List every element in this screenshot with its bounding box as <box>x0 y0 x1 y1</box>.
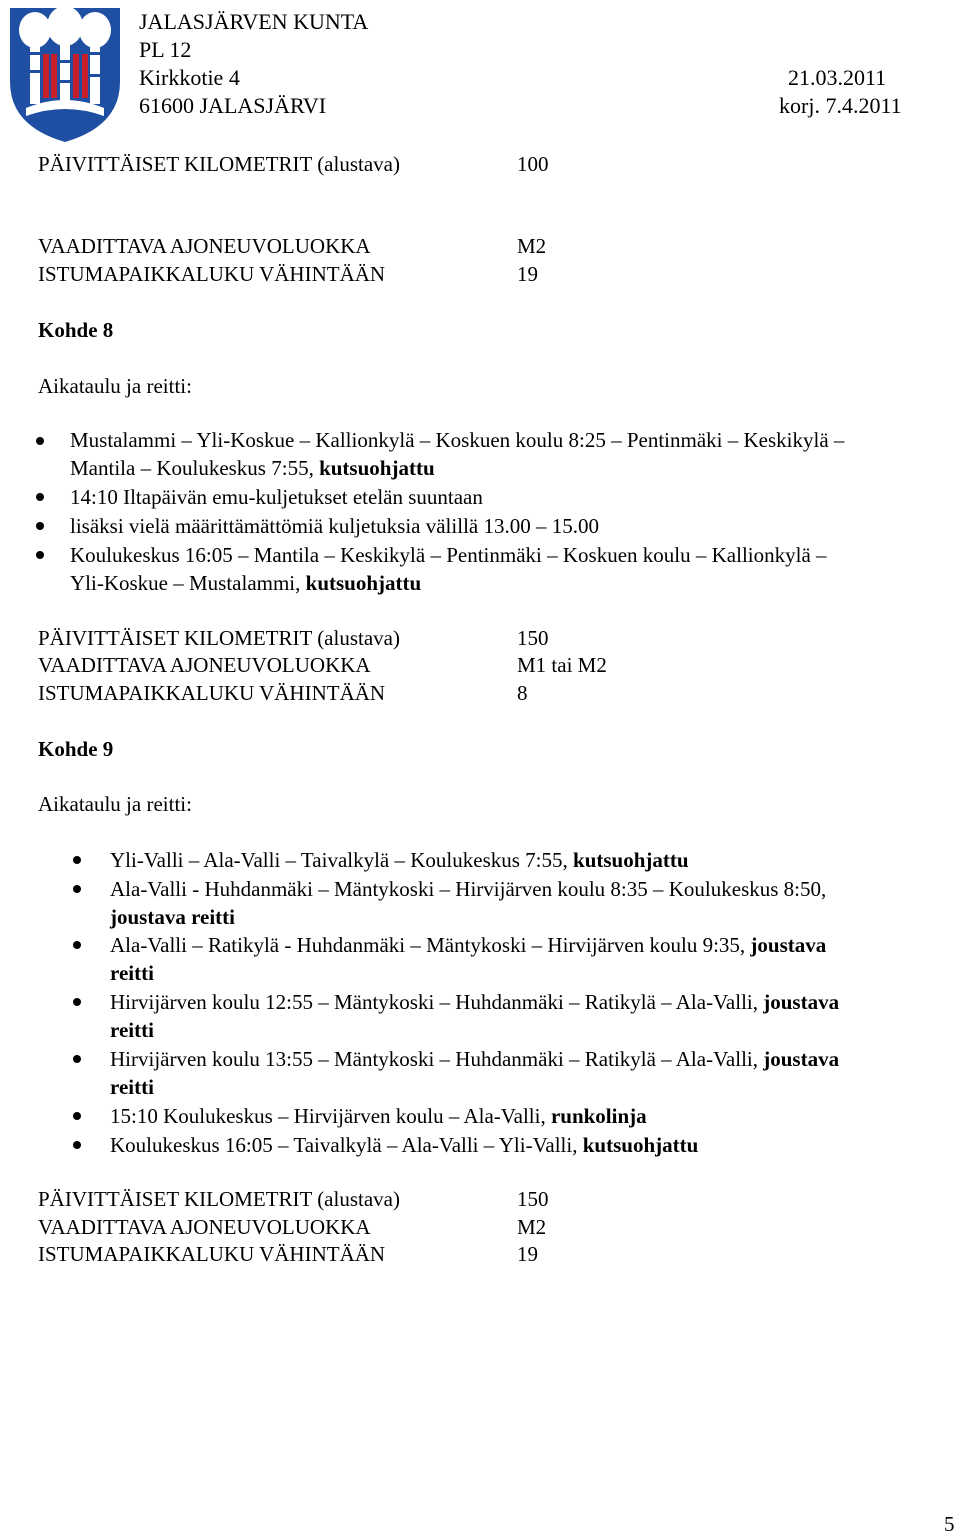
bullet <box>73 941 81 949</box>
postal-address: 61600 JALASJÄRVI <box>139 93 327 118</box>
route-type: joustava reitti <box>110 905 236 929</box>
section-title: Kohde 8 <box>38 318 114 342</box>
bullet <box>36 551 44 559</box>
bullet <box>73 1141 81 1149</box>
bullet <box>36 493 44 501</box>
revision-date: korj. 7.4.2011 <box>779 93 902 118</box>
km-value: 150 <box>517 1187 549 1211</box>
vehicle-class-value: M2 <box>517 234 547 258</box>
route-line: Yli-Valli – Ala-Valli – Taivalkylä – Koulukeskus 7:55, kutsuohjattu <box>110 848 689 872</box>
route-line: Koulukeskus 16:05 – Mantila – Keskikylä – Pentinmäki – Koskuen koulu – Kallionkylä – <box>70 543 827 567</box>
route-type: kutsuohjattu <box>573 848 689 872</box>
route-line: Ala-Valli - Huhdanmäki – Mäntykoski – Hirvijärven koulu 8:35 – Koulukeskus 8:50, <box>110 877 827 901</box>
route-line: Hirvijärven koulu 13:55 – Mäntykoski – Huhdanmäki – Ratikylä – Ala-Valli, joustava <box>110 1047 840 1071</box>
route-line: Mustalammi – Yli-Koskue – Kallionkylä – Koskuen koulu 8:25 – Pentinmäki – Keskikylä – <box>70 428 845 452</box>
km-label: PÄIVITTÄISET KILOMETRIT (alustava) <box>38 626 400 650</box>
route-type: kutsuohjattu <box>319 456 435 480</box>
seats-value: 8 <box>517 681 528 705</box>
route-line: lisäksi vielä määrittämättömiä kuljetuksia välillä 13.00 – 15.00 <box>70 514 599 538</box>
schedule-label: Aikataulu ja reitti: <box>38 374 192 398</box>
route-type: reitti <box>110 961 154 985</box>
org-name: JALASJÄRVEN KUNTA <box>139 9 369 34</box>
schedule-label: Aikataulu ja reitti: <box>38 792 192 816</box>
document-date: 21.03.2011 <box>788 65 887 90</box>
section-title: Kohde 9 <box>38 737 114 761</box>
route-type: joustava <box>763 990 840 1014</box>
route-type: joustava <box>750 933 827 957</box>
route-line: Hirvijärven koulu 12:55 – Mäntykoski – Huhdanmäki – Ratikylä – Ala-Valli, joustava <box>110 990 840 1014</box>
vehicle-class-label: VAADITTAVA AJONEUVOLUOKKA <box>38 1215 371 1239</box>
bullet <box>73 1055 81 1063</box>
bullet <box>36 522 44 530</box>
route-line: Koulukeskus 16:05 – Taivalkylä – Ala-Valli – Yli-Valli, kutsuohjattu <box>110 1133 699 1157</box>
route-type: reitti <box>110 1075 154 1099</box>
route-line: Mantila – Koulukeskus 7:55, kutsuohjattu <box>70 456 435 480</box>
seats-value: 19 <box>517 262 538 286</box>
route-line: 14:10 Iltapäivän emu-kuljetukset etelän suuntaan <box>70 485 483 509</box>
seats-value: 19 <box>517 1242 538 1266</box>
vehicle-class-label: VAADITTAVA AJONEUVOLUOKKA <box>38 653 371 677</box>
km-value: 150 <box>517 626 549 650</box>
route-line: Ala-Valli – Ratikylä - Huhdanmäki – Mäntykoski – Hirvijärven koulu 9:35, joustava <box>110 933 827 957</box>
bullet <box>73 885 81 893</box>
route-line: 15:10 Koulukeskus – Hirvijärven koulu – Ala-Valli, runkolinja <box>110 1104 647 1128</box>
km-value: 100 <box>517 152 549 176</box>
route-type: joustava <box>763 1047 840 1071</box>
seats-label: ISTUMAPAIKKALUKU VÄHINTÄÄN <box>38 681 386 705</box>
street-address: Kirkkotie 4 <box>139 65 240 90</box>
route-type: kutsuohjattu <box>582 1133 699 1157</box>
municipal-crest-logo <box>6 4 124 144</box>
bullet <box>73 998 81 1006</box>
route-type: runkolinja <box>550 1104 647 1128</box>
bullet <box>73 856 81 864</box>
bullet <box>73 1112 81 1120</box>
route-type: kutsuohjattu <box>305 571 422 595</box>
bullet <box>36 437 44 445</box>
km-label: PÄIVITTÄISET KILOMETRIT (alustava) <box>38 152 400 176</box>
po-box: PL 12 <box>139 37 192 62</box>
vehicle-class-label: VAADITTAVA AJONEUVOLUOKKA <box>38 234 371 258</box>
route-type: reitti <box>110 1018 154 1042</box>
vehicle-class-value: M1 tai M2 <box>517 653 607 677</box>
page-number: 5 <box>944 1512 955 1536</box>
route-line: Yli-Koskue – Mustalammi, kutsuohjattu <box>70 571 422 595</box>
seats-label: ISTUMAPAIKKALUKU VÄHINTÄÄN <box>38 1242 386 1266</box>
vehicle-class-value: M2 <box>517 1215 547 1239</box>
seats-label: ISTUMAPAIKKALUKU VÄHINTÄÄN <box>38 262 386 286</box>
km-label: PÄIVITTÄISET KILOMETRIT (alustava) <box>38 1187 400 1211</box>
